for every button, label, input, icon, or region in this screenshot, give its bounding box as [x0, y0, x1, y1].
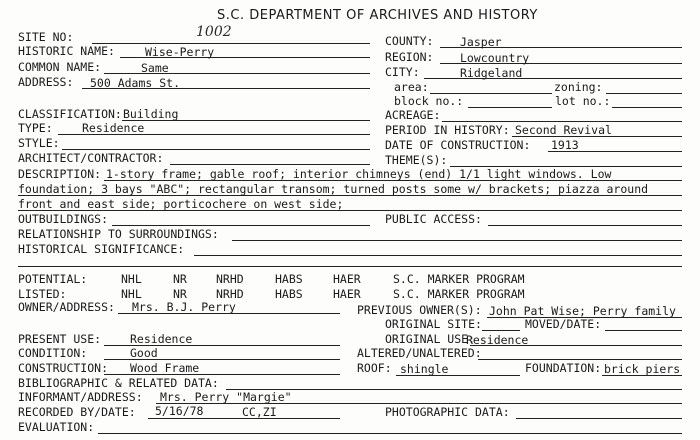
bibliographic-rule: [226, 389, 682, 390]
common-name-label: COMMON NAME:: [18, 60, 102, 74]
classification-label: CLASSIFICATION:: [18, 107, 122, 121]
original-use-label: ORIGINAL USE:: [385, 332, 476, 346]
condition-rule: [104, 359, 340, 360]
listed-option-haer: HAER: [333, 287, 361, 301]
section-divider: [18, 266, 682, 267]
outbuildings-rule: [112, 225, 370, 226]
block-rule: [468, 107, 552, 108]
lot-label: lot no.:: [555, 94, 611, 108]
photographic-label: PHOTOGRAPHIC DATA:: [385, 405, 510, 419]
type-label: TYPE:: [18, 121, 53, 135]
description-line-1: 1-story frame; gable roof; interior chimneys (end) 1/1 light windows. Low: [106, 167, 612, 181]
potential-option-marker: S.C. MARKER PROGRAM: [393, 272, 525, 286]
relationship-rule: [232, 240, 682, 241]
area-label: area:: [394, 80, 429, 94]
photographic-rule: [516, 418, 682, 419]
roof-label: ROOF:: [357, 361, 392, 375]
outbuildings-label: OUTBUILDINGS:: [18, 212, 109, 226]
potential-option-nr: NR: [173, 272, 187, 286]
site-no-rule: [92, 43, 370, 44]
architect-label: ARCHITECT/CONTRACTOR:: [18, 151, 164, 165]
original-site-label: ORIGINAL SITE:: [385, 317, 482, 331]
period-rule: [512, 136, 682, 137]
relationship-label: RELATIONSHIP TO SURROUNDINGS:: [18, 227, 219, 241]
zoning-rule: [606, 93, 682, 94]
description-rule-1: [104, 180, 682, 181]
date-construction-label: DATE OF CONSTRUCTION:: [385, 138, 531, 152]
owner-label: OWNER/ADDRESS:: [18, 300, 115, 314]
evaluation-label: EVALUATION:: [18, 420, 95, 434]
acreage-label: ACREAGE:: [385, 108, 441, 122]
roof-rule: [396, 375, 520, 376]
informant-label: INFORMANT/ADDRESS:: [18, 390, 143, 404]
county-label: COUNTY:: [385, 34, 434, 48]
listed-option-nrhd: NRHD: [216, 287, 244, 301]
listed-option-habs: HABS: [275, 287, 303, 301]
listed-option-nhl: NHL: [121, 287, 142, 301]
date-construction-value: 1913: [551, 138, 579, 152]
type-value: Residence: [82, 121, 145, 135]
significance-rule: [194, 255, 682, 256]
bibliographic-label: BIBLIOGRAPHIC & RELATED DATA:: [18, 376, 219, 390]
public-access-label: PUBLIC ACCESS:: [385, 212, 482, 226]
original-use-value: Residence: [466, 333, 529, 347]
type-rule: [58, 134, 370, 135]
region-value: Lowcountry: [460, 51, 530, 65]
region-label: REGION:: [385, 50, 434, 64]
description-rule-3: [18, 210, 682, 211]
present-use-label: PRESENT USE:: [18, 332, 102, 346]
previous-owner-value: John Pat Wise; Perry family: [489, 304, 676, 318]
previous-owner-label: PREVIOUS OWNER(S):: [357, 303, 482, 317]
block-label: block no.:: [394, 94, 464, 108]
zoning-label: zoning:: [554, 80, 603, 94]
description-label: DESCRIPTION:: [18, 167, 102, 181]
condition-value: Good: [130, 346, 158, 360]
site-no-label: SITE NO:: [18, 30, 74, 44]
listed-option-marker: S.C. MARKER PROGRAM: [393, 287, 525, 301]
form-title: S.C. DEPARTMENT OF ARCHIVES AND HISTORY: [217, 8, 538, 23]
potential-label: POTENTIAL:: [18, 272, 88, 286]
potential-option-haer: HAER: [333, 272, 361, 286]
period-value: Second Revival: [515, 123, 612, 137]
classification-value: Building: [123, 107, 179, 121]
moved-date-rule: [605, 330, 682, 331]
period-label: PERIOD IN HISTORY:: [385, 123, 510, 137]
roof-value: shingle: [400, 362, 449, 376]
historic-name-value: Wise-Perry: [145, 45, 215, 59]
moved-date-label: MOVED/DATE:: [525, 317, 602, 331]
evaluation-rule: [98, 433, 682, 434]
themes-label: THEME(S):: [385, 153, 448, 167]
common-name-value: Same: [141, 61, 169, 75]
informant-rule: [156, 403, 682, 404]
foundation-label: FOUNDATION:: [525, 361, 602, 375]
classification-rule: [122, 120, 370, 121]
recorded-date-value: 5/16/78: [155, 404, 204, 418]
potential-option-habs: HABS: [275, 272, 303, 286]
owner-value: Mrs. B.J. Perry: [132, 300, 236, 314]
public-access-rule: [488, 225, 682, 226]
city-label: CITY:: [385, 65, 420, 79]
owner-rule: [118, 313, 340, 314]
city-value: Ridgeland: [460, 66, 523, 80]
condition-label: CONDITION:: [18, 346, 88, 360]
informant-value: Mrs. Perry "Margie": [160, 390, 292, 404]
address-label: ADDRESS:: [18, 75, 74, 89]
county-value: Jasper: [460, 35, 502, 49]
listed-label: LISTED:: [18, 287, 67, 301]
recorded-label: RECORDED BY/DATE:: [18, 405, 136, 419]
description-line-3: front and east side; porticochere on west side;: [18, 197, 344, 211]
lot-rule: [612, 107, 682, 108]
original-site-rule: [482, 330, 520, 331]
architect-rule: [170, 164, 370, 165]
present-use-value: Residence: [130, 332, 193, 346]
description-line-2: foundation; 3 bays "ABC"; rectangular transom; turned posts some w/ brackets; piazza around: [18, 182, 649, 196]
significance-label: HISTORICAL SIGNIFICANCE:: [18, 242, 185, 256]
address-value: 500 Adams St.: [90, 76, 181, 90]
recorded-initials-value: CC,ZI: [242, 405, 277, 419]
construction-value: Wood Frame: [130, 361, 200, 375]
potential-option-nrhd: NRHD: [216, 272, 244, 286]
altered-label: ALTERED/UNALTERED:: [357, 346, 482, 360]
recorded-rule: [148, 418, 340, 419]
date-construction-rule: [548, 151, 682, 152]
style-rule: [62, 149, 370, 150]
listed-option-nr: NR: [173, 287, 187, 301]
foundation-value: brick piers: [604, 362, 681, 376]
acreage-rule: [442, 121, 682, 122]
style-label: STYLE:: [18, 136, 60, 150]
original-use-rule: [470, 345, 682, 346]
historic-name-label: HISTORIC NAME:: [18, 44, 115, 58]
construction-label: CONSTRUCTION:: [18, 361, 109, 375]
altered-rule: [478, 359, 682, 360]
description-rule-2: [18, 195, 682, 196]
site-no-value: 1002: [196, 24, 232, 40]
potential-option-nhl: NHL: [121, 272, 142, 286]
foundation-rule: [602, 375, 682, 376]
construction-rule: [104, 374, 340, 375]
